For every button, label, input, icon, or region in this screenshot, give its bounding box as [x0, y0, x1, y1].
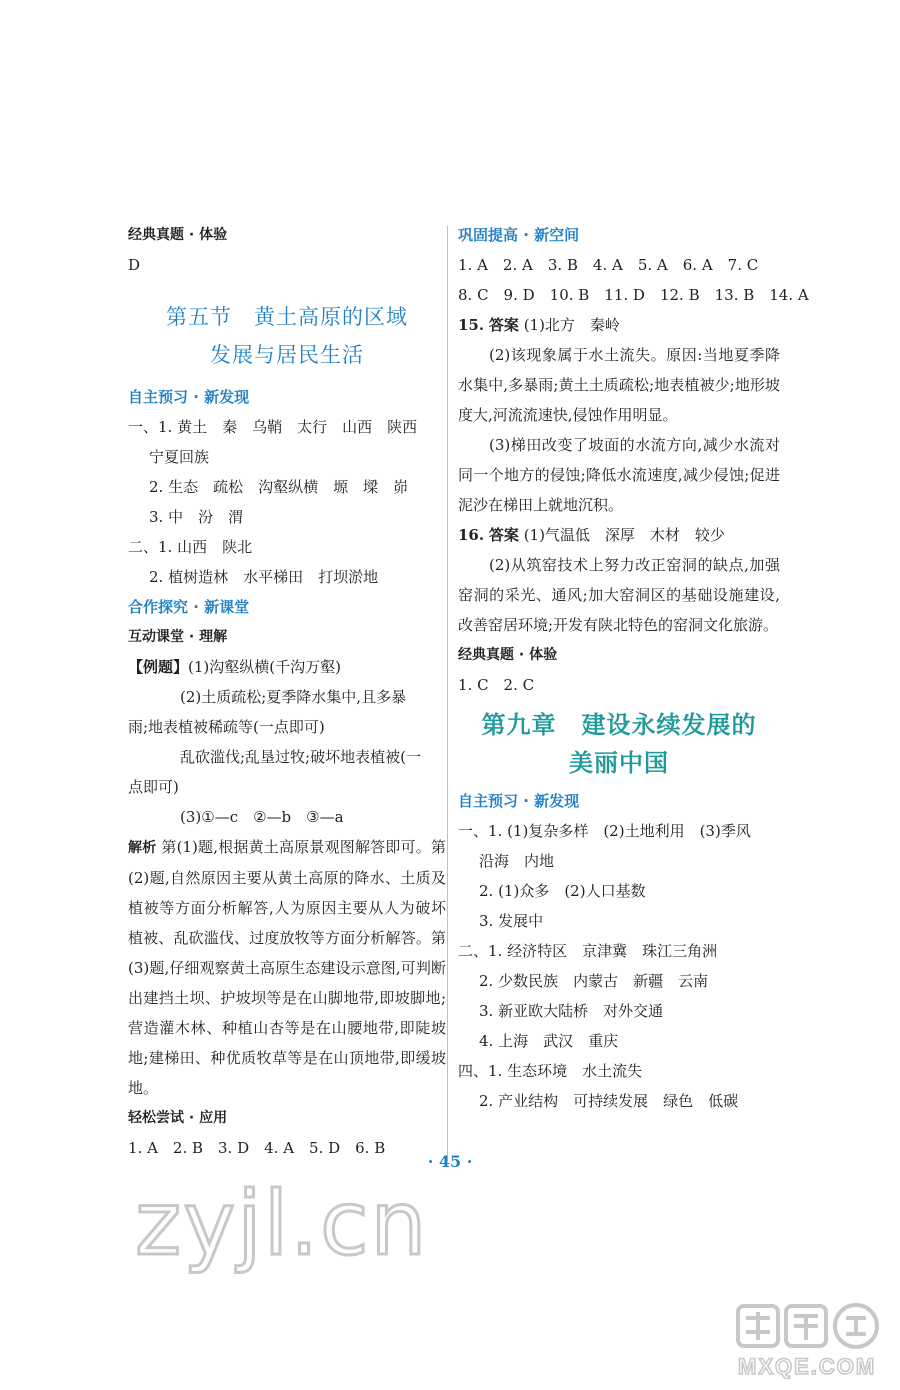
- example-line: 雨;地表植被稀疏等(一点即可): [128, 718, 325, 736]
- q16-first: (1)气温低 深厚 木材 较少: [523, 526, 725, 544]
- section-title-line-2: 发展与居民生活: [210, 343, 364, 367]
- example-text: (1)沟壑纵横(千沟万壑): [188, 658, 341, 676]
- mc-answers-line: 8. C 9. D 10. B 11. D 12. B 13. B 14. A: [458, 286, 809, 304]
- q16-part2: (2)从筑窑技术上努力改正窑洞的缺点,加强窑洞的采光、通风;加大窑洞区的基础设施建设,改善窑居环境;开发有陕北特色的窑洞文化旅游。: [458, 556, 780, 634]
- chapter-title-line-2: 美丽中国: [569, 748, 669, 777]
- example-line: 点即可): [128, 778, 179, 796]
- preview-line: 宁夏回族: [149, 448, 210, 466]
- example-line: [128, 652, 446, 682]
- column-divider: [447, 226, 448, 1161]
- mc-answers-line: 1. A 2. A 3. B 4. A 5. A 6. A 7. C: [458, 256, 759, 274]
- classic-heading: 经典真题 · 体验: [128, 227, 228, 243]
- preview-heading-right: 自主预习 · 新发现: [458, 792, 580, 810]
- preview-line-right: 4. 上海 武汉 重庆: [479, 1032, 619, 1050]
- preview-line-right: 一、1. (1)复杂多样 (2)土地利用 (3)季风: [458, 822, 751, 840]
- preview-heading: 自主预习 · 新发现: [128, 388, 250, 406]
- analysis-text: 第(1)题,根据黄土高原景观图解答即可。第(2)题,自然原因主要从黄土高原的降水、土质及植被等方面分析解答,人为原因主要从人为破坏植被、乱砍滥伐、过度放牧等方面分析解答。第(3)题,仔细观察黄土高原生态建设示意图,可判断出建挡土坝、护坡坝等是在山脚地带,即坡脚地;营造灌木林、种植山杏等是在山腰地带,即陡坡地;建梯田、种优质牧草等是在山顶地带,即缓坡地。: [128, 838, 446, 1097]
- q15-part2: (2)该现象属于水土流失。原因:当地夏季降水集中,多暴雨;黄土土质疏松;地表植被少;地形坡度大,河流流速快,侵蚀作用明显。: [458, 346, 780, 424]
- q15-number: 15.: [458, 316, 485, 334]
- right-column: [458, 220, 809, 1116]
- example-line: (2)土质疏松;夏季降水集中,且多暴: [180, 688, 407, 706]
- watermark-text: zyjl.cn: [135, 1172, 429, 1275]
- preview-line-right: 二、1. 经济特区 京津冀 珠江三角洲: [458, 942, 718, 960]
- stamp-url-text: MXQE.COM: [738, 1354, 877, 1379]
- consolidate-heading: 巩固提高 · 新空间: [458, 226, 580, 244]
- q15-label: 答案: [488, 316, 519, 334]
- preview-line-right: 2. (1)众多 (2)人口基数: [479, 882, 646, 900]
- q15-first: (1)北方 秦岭: [523, 316, 620, 334]
- analysis-paragraph: [128, 832, 446, 1103]
- preview-line-right: 2. 少数民族 内蒙古 新疆 云南: [479, 972, 709, 990]
- q16-answer-line: [458, 520, 780, 550]
- example-line: 乱砍滥伐;乱垦过牧;破坏地表植被(一: [180, 748, 421, 766]
- preview-line-right: 2. 产业结构 可持续发展 绿色 低碳: [479, 1092, 739, 1110]
- watermark-stamp-logo: [730, 1300, 895, 1380]
- preview-line-right: 四、1. 生态环境 水土流失: [458, 1062, 643, 1080]
- classic-heading-right: 经典真题 · 体验: [458, 647, 558, 663]
- q15-part3: (3)梯田改变了坡面的水流方向,减少水流对同一个地方的侵蚀;降低水流速度,减少侵蚀;促进泥沙在梯田上就地沉积。: [458, 436, 780, 514]
- preview-line: 3. 中 汾 渭: [149, 508, 244, 526]
- q16-label: 答案: [488, 526, 519, 544]
- left-column: [128, 220, 446, 1163]
- interactive-heading: 互动课堂 · 理解: [128, 629, 228, 645]
- coop-heading: 合作探究 · 新课堂: [128, 598, 250, 616]
- example-label: 【例题】: [128, 658, 189, 676]
- preview-line: 2. 生态 疏松 沟壑纵横 塬 墚 峁: [149, 478, 409, 496]
- preview-line-right: 3. 发展中: [479, 912, 544, 930]
- preview-line: 二、1. 山西 陕北: [128, 538, 253, 556]
- page-number: · 45 ·: [427, 1152, 473, 1171]
- section-title-line-1: 第五节 黄土高原的区域: [166, 305, 408, 329]
- chapter-title-line-1: 第九章 建设永续发展的: [481, 710, 757, 739]
- example-line: (3)①—c ②—b ③—a: [180, 808, 344, 826]
- analysis-label: 解析: [128, 840, 157, 856]
- q15-answer-line: [458, 310, 780, 340]
- try-answers: 1. A 2. B 3. D 4. A 5. D 6. B: [128, 1139, 386, 1157]
- try-heading: 轻松尝试 · 应用: [128, 1110, 228, 1126]
- classic-answer: D: [128, 256, 141, 274]
- classic-answers-right: 1. C 2. C: [458, 676, 535, 694]
- preview-line: 2. 植树造林 水平梯田 打坝淤地: [149, 568, 379, 586]
- preview-line: 一、1. 黄土 秦 乌鞘 太行 山西 陕西: [128, 418, 418, 436]
- preview-line-right: 沿海 内地: [479, 852, 555, 870]
- preview-line-right: 3. 新亚欧大陆桥 对外交通: [479, 1002, 664, 1020]
- q16-number: 16.: [458, 526, 485, 544]
